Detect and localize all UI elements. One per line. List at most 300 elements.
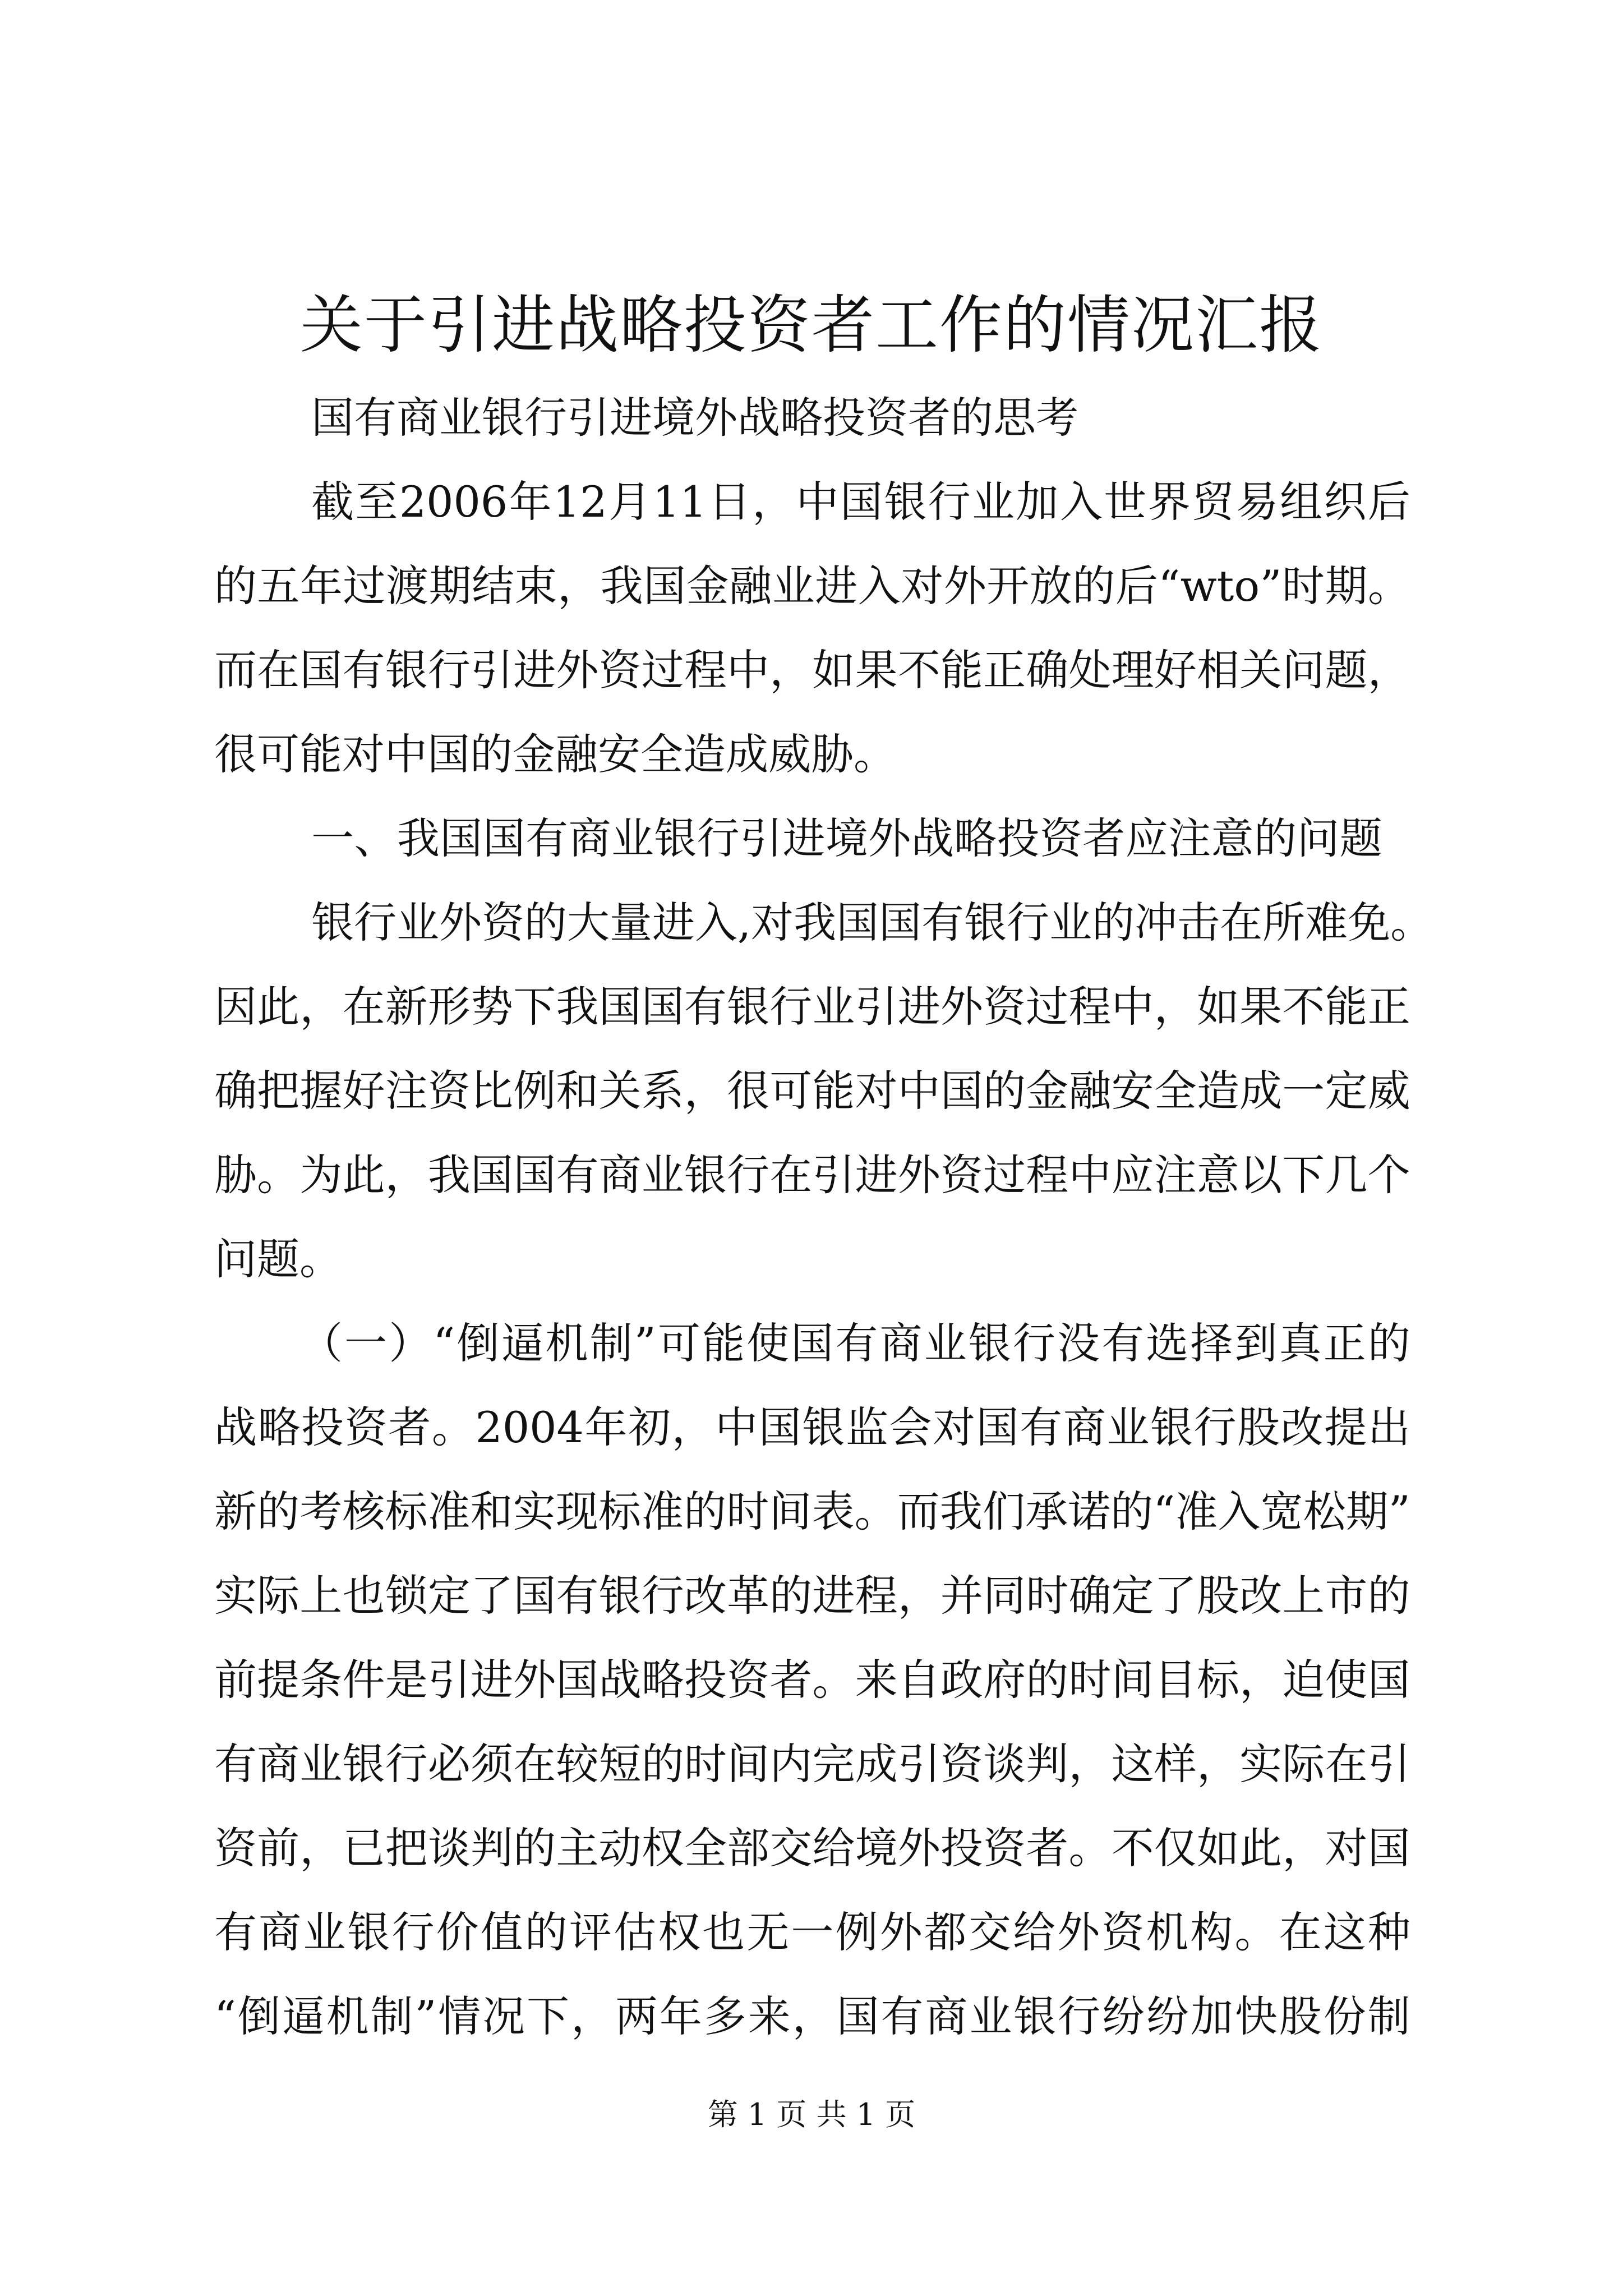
line-glyph: 宽 xyxy=(1260,1487,1303,1536)
line-glyph: 择 xyxy=(1190,1318,1233,1368)
line-glyph: 有 xyxy=(556,1571,599,1621)
body-line xyxy=(214,1902,1410,1963)
line-glyph: 题 xyxy=(1339,813,1382,863)
line-glyph: 股 xyxy=(1279,1991,1322,2041)
line-glyph: 国 xyxy=(299,645,343,695)
line-glyph: 给 xyxy=(1012,1907,1055,1957)
line-glyph: 的 xyxy=(641,1739,684,1789)
line-glyph: 在 xyxy=(1279,1907,1322,1957)
line-glyph: 我 xyxy=(600,561,643,611)
line-glyph: 真 xyxy=(1279,1318,1322,1368)
line-glyph: ， xyxy=(557,561,601,611)
line-glyph: 表 xyxy=(811,1487,855,1536)
line-glyph: 个 xyxy=(1367,1150,1410,1200)
line-glyph: 间 xyxy=(727,1739,770,1789)
line-glyph: 在 xyxy=(1325,1739,1368,1789)
line-glyph: 交 xyxy=(769,1823,813,1873)
line-glyph: 定 xyxy=(427,1571,471,1621)
line-glyph: 商 xyxy=(568,813,611,863)
line-glyph: 势 xyxy=(471,982,514,1032)
line-glyph: 中 xyxy=(1068,1150,1112,1200)
body-line xyxy=(214,555,1410,617)
line-glyph: 外 xyxy=(868,813,911,863)
line-glyph: 国 xyxy=(482,813,525,863)
line-glyph: 引 xyxy=(855,982,898,1032)
line-glyph: 在 xyxy=(769,1150,813,1200)
line-glyph: 行 xyxy=(385,1739,428,1789)
line-glyph: 引 xyxy=(740,813,783,863)
line-glyph: 至 xyxy=(355,477,398,527)
line-glyph: 无 xyxy=(746,1907,790,1957)
line-glyph: 标 xyxy=(385,1487,428,1536)
line-glyph: 应 xyxy=(1111,1150,1154,1200)
line-glyph: 有 xyxy=(214,1907,257,1957)
line-glyph: 渡 xyxy=(386,561,429,611)
line-glyph: 期 xyxy=(428,561,472,611)
line-glyph: 全 xyxy=(1154,1066,1197,1116)
line-glyph: 国 xyxy=(556,1655,599,1705)
line-glyph: 纷 xyxy=(1102,1991,1145,2041)
line-glyph: 进 xyxy=(471,1655,514,1705)
line-glyph: 正 xyxy=(983,645,1026,695)
line-glyph: 资 xyxy=(983,1823,1026,1873)
line-glyph: 两 xyxy=(615,1991,658,2041)
line-glyph: 银 xyxy=(342,1739,385,1789)
line-glyph: 业 xyxy=(1106,1402,1150,1452)
line-glyph: 2006 xyxy=(399,477,508,527)
line-glyph: 必 xyxy=(427,1739,471,1789)
line-glyph: 判 xyxy=(1026,1739,1069,1789)
line-glyph: 关 xyxy=(598,1066,642,1116)
line-glyph: 进 xyxy=(815,561,858,611)
section-heading xyxy=(311,808,1382,869)
line-glyph: 引 xyxy=(897,1739,940,1789)
line-glyph: 对 xyxy=(855,1066,898,1116)
line-glyph: 11 xyxy=(652,477,707,527)
body-line xyxy=(214,1144,1410,1206)
line-glyph: ， xyxy=(897,1571,940,1621)
body-line xyxy=(214,1060,1410,1122)
line-glyph: 略 xyxy=(257,1402,301,1452)
line-glyph: 业 xyxy=(641,1150,684,1200)
body-line xyxy=(214,1481,1410,1543)
line-glyph: 业 xyxy=(969,1991,1012,2041)
line-glyph: 不 xyxy=(897,645,940,695)
line-glyph: 判 xyxy=(471,1823,514,1873)
line-glyph: 业 xyxy=(396,898,439,947)
body-line xyxy=(214,976,1410,1038)
line-glyph: 股 xyxy=(1196,1571,1239,1621)
line-glyph: 银 xyxy=(311,898,354,947)
line-glyph: 。 xyxy=(257,1150,300,1200)
line-glyph: 不 xyxy=(1111,1823,1154,1873)
line-glyph: 行 xyxy=(727,1150,770,1200)
line-glyph: 金 xyxy=(1026,1066,1069,1116)
line-glyph: ” xyxy=(1260,561,1282,611)
line-glyph: ” xyxy=(414,1991,437,2041)
line-glyph: 的 xyxy=(983,1066,1026,1116)
line-glyph: 所 xyxy=(1262,898,1306,947)
line-glyph: 程 xyxy=(684,645,727,695)
line-glyph: 业 xyxy=(812,982,855,1032)
line-glyph: 提 xyxy=(257,1655,300,1705)
line-glyph: 此 xyxy=(257,982,300,1032)
line-glyph: 股 xyxy=(1237,1402,1280,1452)
line-glyph: 能 xyxy=(702,1318,745,1368)
line-glyph: 初 xyxy=(628,1402,671,1452)
line-glyph: “ xyxy=(1158,561,1181,611)
line-glyph: 有 xyxy=(880,1991,924,2041)
line-glyph: 有 xyxy=(214,1739,257,1789)
line-glyph: 银 xyxy=(968,1318,1011,1368)
body-line xyxy=(214,639,1410,701)
line-glyph: 有 xyxy=(684,982,727,1032)
line-glyph: 如 xyxy=(812,645,855,695)
line-glyph: 准 xyxy=(641,1487,684,1536)
line-glyph: 改 xyxy=(684,1571,727,1621)
line-glyph: 。 xyxy=(431,1402,474,1452)
line-glyph: 胁 xyxy=(214,1150,257,1200)
line-glyph: 。 xyxy=(1390,898,1433,947)
line-glyph: 选 xyxy=(1146,1318,1189,1368)
line-glyph: ， xyxy=(571,1991,614,2041)
line-glyph: 。 xyxy=(1368,561,1410,611)
line-glyph: 。 xyxy=(812,1655,855,1705)
line-glyph: ， xyxy=(1282,1823,1325,1873)
line-glyph: 国 xyxy=(440,813,483,863)
line-glyph: 程 xyxy=(1026,1150,1069,1200)
line-glyph: 一 xyxy=(344,1318,388,1368)
line-glyph: 此 xyxy=(342,1150,385,1200)
line-glyph: 银 xyxy=(598,1571,642,1621)
line-glyph: ” xyxy=(1388,1487,1410,1536)
line-glyph: 12 xyxy=(553,477,607,527)
line-glyph: 商 xyxy=(259,1907,302,1957)
line-glyph: 国 xyxy=(513,1150,556,1200)
line-glyph: 题 xyxy=(1325,645,1368,695)
line-glyph: 我 xyxy=(794,898,837,947)
line-glyph: 外 xyxy=(943,561,986,611)
line-glyph: 正 xyxy=(1323,1318,1366,1368)
line-glyph: 的 xyxy=(524,898,567,947)
line-glyph: 上 xyxy=(299,1571,343,1621)
line-glyph: 国 xyxy=(513,1571,556,1621)
line-glyph: 正 xyxy=(1367,982,1410,1032)
line-glyph: 中 xyxy=(727,645,770,695)
line-glyph: 投 xyxy=(684,1655,727,1705)
line-glyph: 中 xyxy=(897,1066,940,1116)
line-glyph: 安 xyxy=(1111,1066,1154,1116)
line-glyph: 意 xyxy=(1211,813,1254,863)
line-glyph: 的 xyxy=(769,1571,813,1621)
line-glyph: 政 xyxy=(940,1655,983,1705)
line-glyph: 外 xyxy=(439,898,482,947)
line-glyph: 全 xyxy=(684,1823,727,1873)
line-glyph: ， xyxy=(1367,645,1410,695)
line-glyph: ， xyxy=(792,1991,835,2041)
line-glyph: 有 xyxy=(556,1150,599,1200)
line-glyph: 锁 xyxy=(385,1571,428,1621)
line-glyph: 有 xyxy=(1020,1402,1063,1452)
line-glyph: 机 xyxy=(326,1991,369,2041)
line-glyph: 我 xyxy=(396,813,440,863)
line-glyph: 国 xyxy=(840,477,883,527)
line-glyph: （ xyxy=(300,1318,343,1368)
line-glyph: 机 xyxy=(1146,1907,1189,1957)
line-glyph: 准 xyxy=(427,1487,471,1536)
line-glyph: 间 xyxy=(1111,1655,1154,1705)
line-glyph: 逼 xyxy=(282,1991,325,2041)
line-glyph: 短 xyxy=(598,1739,642,1789)
line-glyph: 几 xyxy=(1325,1150,1368,1200)
line-glyph: 期 xyxy=(1325,561,1368,611)
line-glyph: 成 xyxy=(855,1739,898,1789)
line-glyph: 投 xyxy=(997,813,1040,863)
line-glyph: 国 xyxy=(641,982,684,1032)
line-glyph: 上 xyxy=(1282,1571,1325,1621)
line-glyph: 制 xyxy=(370,1991,413,2041)
line-glyph: 须 xyxy=(471,1739,514,1789)
line-glyph: 确 xyxy=(214,1066,257,1116)
line-glyph: 融 xyxy=(729,561,772,611)
line-glyph: 界 xyxy=(1147,477,1191,527)
line-glyph: 倒 xyxy=(237,1991,280,2041)
document-title: 关于引进战略投资者工作的情况汇报 xyxy=(300,289,1323,362)
line-glyph: 外 xyxy=(513,1655,556,1705)
line-glyph: 也 xyxy=(702,1907,745,1957)
line-glyph: 内 xyxy=(769,1739,813,1789)
line-glyph: 纷 xyxy=(1146,1991,1189,2041)
line-glyph: ， xyxy=(299,1823,343,1873)
line-glyph: 。 xyxy=(854,1487,897,1536)
line-glyph: 有 xyxy=(921,898,965,947)
line-glyph: 估 xyxy=(613,1907,656,1957)
line-glyph: ， xyxy=(769,645,813,695)
line-glyph: 实 xyxy=(513,1487,556,1536)
line-glyph: 新 xyxy=(385,982,428,1032)
line-glyph: 时 xyxy=(1281,561,1325,611)
line-glyph: 在 xyxy=(513,1739,556,1789)
line-glyph: 中 xyxy=(1111,982,1154,1032)
line-glyph: 值 xyxy=(480,1907,523,1957)
line-glyph: 加 xyxy=(1016,477,1059,527)
line-glyph: 是 xyxy=(385,1655,428,1705)
line-glyph: wto xyxy=(1180,561,1260,611)
line-glyph: 者 xyxy=(388,1402,431,1452)
line-glyph: 业 xyxy=(1049,898,1092,947)
line-glyph: 来 xyxy=(748,1991,791,2041)
line-glyph: 价 xyxy=(436,1907,479,1957)
line-glyph: 五 xyxy=(257,561,300,611)
line-glyph: 银 xyxy=(385,645,428,695)
line-glyph: 提 xyxy=(1324,1402,1367,1452)
body-line xyxy=(214,1565,1410,1627)
line-glyph: 银 xyxy=(884,477,927,527)
line-glyph: 银 xyxy=(964,898,1007,947)
line-glyph: 倒 xyxy=(457,1318,500,1368)
line-glyph: 引 xyxy=(1367,1739,1410,1789)
line-glyph: 国 xyxy=(1367,1823,1410,1873)
line-glyph: 相 xyxy=(1196,645,1239,695)
line-glyph: 好 xyxy=(1154,645,1197,695)
line-glyph: 放 xyxy=(1029,561,1072,611)
line-glyph: 在 xyxy=(1220,898,1263,947)
line-glyph: 的 xyxy=(1110,1487,1154,1536)
line-glyph: 时 xyxy=(684,1739,727,1789)
line-glyph: 来 xyxy=(855,1655,898,1705)
line-glyph: 的 xyxy=(1072,561,1115,611)
body-line xyxy=(311,892,1433,954)
line-glyph: 交 xyxy=(968,1907,1011,1957)
line-glyph: 权 xyxy=(658,1907,701,1957)
line-glyph: 业 xyxy=(611,813,654,863)
line-glyph: 问 xyxy=(1297,813,1340,863)
line-glyph: 了 xyxy=(471,1571,514,1621)
line-glyph: 国 xyxy=(643,561,686,611)
line-glyph: 国 xyxy=(836,898,879,947)
line-glyph: 难 xyxy=(1305,898,1348,947)
line-glyph: 例 xyxy=(835,1907,878,1957)
line-glyph: 制 xyxy=(589,1318,633,1368)
line-glyph: 能 xyxy=(940,645,983,695)
line-glyph: 资 xyxy=(940,1739,983,1789)
line-glyph: 的 xyxy=(524,1907,568,1957)
line-glyph: 也 xyxy=(342,1571,385,1621)
line-glyph: 期 xyxy=(1345,1487,1389,1536)
line-glyph: 年 xyxy=(509,477,552,527)
line-glyph: 到 xyxy=(1234,1318,1278,1368)
line-glyph: 世 xyxy=(1104,477,1147,527)
line-glyph: 投 xyxy=(940,1823,983,1873)
line-glyph: 和 xyxy=(470,1487,513,1536)
line-glyph: ， xyxy=(1239,1655,1283,1705)
line-glyph: 国 xyxy=(879,898,922,947)
line-glyph: 仅 xyxy=(1154,1823,1197,1873)
line-glyph: 程 xyxy=(855,1571,898,1621)
line-glyph: 行 xyxy=(1007,898,1050,947)
line-glyph: 以 xyxy=(1239,1150,1283,1200)
line-glyph: 银 xyxy=(347,1907,390,1957)
line-glyph: 注 xyxy=(1168,813,1211,863)
line-glyph: 商 xyxy=(879,1318,923,1368)
body-line xyxy=(214,1733,1410,1795)
line-glyph: 这 xyxy=(1111,1739,1154,1789)
line-glyph: 我 xyxy=(939,1487,983,1536)
line-glyph: 的 xyxy=(1092,898,1135,947)
line-glyph: 进 xyxy=(812,1571,855,1621)
line-glyph: 结 xyxy=(472,561,515,611)
line-glyph: 威 xyxy=(1367,1066,1410,1116)
line-glyph: 握 xyxy=(299,1066,343,1116)
line-glyph: 系 xyxy=(641,1066,684,1116)
line-glyph: 行 xyxy=(641,1571,684,1621)
line-glyph: 进 xyxy=(897,982,940,1032)
line-glyph: 商 xyxy=(925,1991,968,2041)
line-glyph: 时 xyxy=(1026,1571,1069,1621)
line-glyph: 而 xyxy=(897,1487,940,1536)
line-glyph: 入 xyxy=(1218,1487,1261,1536)
line-glyph: 问 xyxy=(1282,645,1325,695)
line-glyph: “ xyxy=(433,1318,455,1368)
line-glyph: ， xyxy=(671,1402,714,1452)
line-glyph: 外 xyxy=(556,645,599,695)
line-glyph: 诺 xyxy=(1068,1487,1111,1536)
line-glyph: 的 xyxy=(1367,1571,1410,1621)
line-glyph: 例 xyxy=(513,1066,556,1116)
line-glyph: 外 xyxy=(879,1907,923,1957)
body-line xyxy=(300,1313,1410,1374)
line-glyph: 比 xyxy=(471,1066,514,1116)
line-glyph: 的 xyxy=(257,1487,300,1536)
line-glyph: 为 xyxy=(299,1150,343,1200)
line-glyph: 资 xyxy=(727,1655,770,1705)
line-glyph: 业 xyxy=(924,1318,967,1368)
line-glyph: 过 xyxy=(983,1150,1026,1200)
line-glyph: 目 xyxy=(1154,1655,1197,1705)
line-glyph: 并 xyxy=(940,1571,983,1621)
line-glyph: 2004 xyxy=(475,1402,584,1452)
line-glyph: 理 xyxy=(1111,645,1154,695)
line-glyph: 业 xyxy=(303,1907,346,1957)
line-glyph: 行 xyxy=(354,898,396,947)
line-glyph: 革 xyxy=(727,1571,770,1621)
line-glyph: 战 xyxy=(911,813,954,863)
line-glyph: 际 xyxy=(257,1571,300,1621)
line-glyph: 后 xyxy=(1367,477,1410,527)
line-glyph: 资 xyxy=(344,1402,388,1452)
line-glyph: 业 xyxy=(972,477,1015,527)
line-glyph: 行 xyxy=(1058,1991,1101,2041)
line-glyph: 日 xyxy=(708,477,751,527)
line-glyph: 样 xyxy=(1154,1739,1197,1789)
line-glyph: , xyxy=(737,898,751,947)
line-glyph: 使 xyxy=(1325,1655,1368,1705)
line-glyph: 份 xyxy=(1323,1991,1366,2041)
line-glyph: 时 xyxy=(726,1487,769,1536)
line-glyph: 标 xyxy=(1196,1655,1239,1705)
line-glyph: 资 xyxy=(1101,1907,1145,1957)
body-line: 问题。 xyxy=(214,1234,342,1284)
line-glyph: 资 xyxy=(482,898,524,947)
line-glyph: 击 xyxy=(1177,898,1220,947)
line-glyph: 下 xyxy=(1282,1150,1325,1200)
line-glyph: 国 xyxy=(758,1402,801,1452)
line-glyph: 过 xyxy=(343,561,386,611)
line-glyph: 都 xyxy=(924,1907,967,1957)
line-glyph: 把 xyxy=(385,1823,428,1873)
line-glyph: 一 xyxy=(791,1907,834,1957)
line-glyph: 国 xyxy=(471,1150,514,1200)
line-glyph: 业 xyxy=(299,1739,343,1789)
line-glyph: 监 xyxy=(845,1402,888,1452)
line-glyph: 有 xyxy=(342,645,385,695)
line-glyph: 会 xyxy=(889,1402,932,1452)
body-line xyxy=(214,1649,1410,1711)
line-glyph: 应 xyxy=(1125,813,1168,863)
line-glyph: 条 xyxy=(299,1655,343,1705)
line-glyph: 大 xyxy=(567,898,610,947)
line-glyph: 市 xyxy=(1325,1571,1368,1621)
line-glyph: 开 xyxy=(986,561,1030,611)
line-glyph: 束 xyxy=(514,561,557,611)
line-glyph: 时 xyxy=(1068,1655,1112,1705)
line-glyph: 权 xyxy=(641,1823,684,1873)
line-glyph: 进 xyxy=(513,645,556,695)
line-glyph: 自 xyxy=(897,1655,940,1705)
line-glyph: 国 xyxy=(598,982,642,1032)
line-glyph: 此 xyxy=(1239,1823,1283,1873)
line-glyph: 投 xyxy=(301,1402,344,1452)
